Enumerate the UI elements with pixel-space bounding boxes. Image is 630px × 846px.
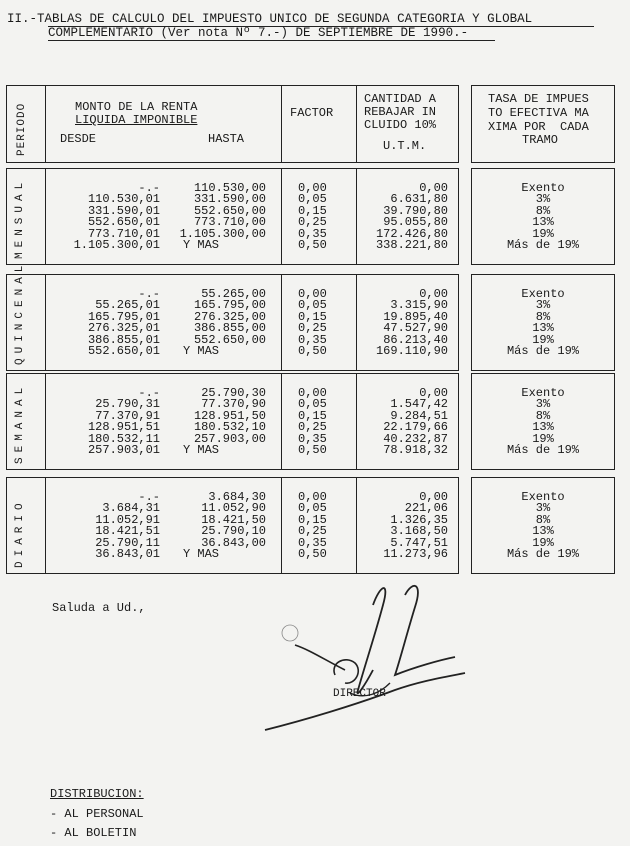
row-factor: 0,35: [298, 332, 327, 347]
row-tasa: 19%: [532, 535, 554, 550]
section-divider-factor-1: [281, 274, 282, 371]
row-tasa: 19%: [532, 226, 554, 241]
header-cantidad-3: CLUIDO 10%: [364, 118, 437, 132]
header-tasa-3: XIMA POR CADA: [488, 120, 589, 134]
row-cantidad: 3.315,90: [390, 298, 448, 313]
section-divider-factor-2: [281, 373, 282, 470]
row-cantidad: 78.918,32: [383, 443, 448, 457]
row-factor: 0,25: [298, 321, 327, 336]
row-desde: 25.790,11: [95, 535, 160, 550]
row-factor: 0,15: [298, 309, 327, 324]
header-tasa-4: TRAMO: [522, 133, 559, 147]
row-hasta: 331.590,00: [193, 192, 266, 207]
row-factor: 0,25: [298, 215, 327, 230]
row-cantidad: 0,00: [419, 490, 448, 504]
row-desde: 773.710,01: [87, 226, 160, 241]
row-cantidad: 11.273,96: [383, 547, 448, 561]
header-periodo: PERIODO: [16, 102, 28, 156]
header-factor: FACTOR: [290, 106, 334, 120]
header-divider-cantidad: [356, 85, 357, 163]
header-monto-1: MONTO DE LA RENTA: [75, 100, 198, 114]
row-tasa: Exento: [521, 287, 565, 301]
row-desde: 1.105.300,01: [73, 238, 160, 252]
row-cantidad: 5.747,51: [390, 535, 448, 550]
row-hasta: 11.052,90: [201, 501, 266, 516]
row-hasta: Y MAS: [183, 547, 220, 561]
header-cantidad-2: REBAJAR IN: [364, 105, 437, 119]
row-factor: 0,05: [298, 192, 327, 207]
section-divider-periodo-3: [45, 477, 46, 574]
row-tasa: Más de 19%: [506, 547, 579, 561]
header-desde: DESDE: [60, 132, 97, 146]
row-tasa: Exento: [521, 181, 565, 195]
section-divider-periodo-2: [45, 373, 46, 470]
row-factor: 0,15: [298, 512, 327, 527]
header-cantidad-1: CANTIDAD A: [364, 92, 437, 106]
row-desde: -.-: [138, 386, 160, 400]
row-desde: 180.532,11: [87, 431, 160, 446]
row-tasa: 3%: [535, 397, 551, 412]
row-hasta: 1.105.300,00: [179, 226, 266, 241]
row-hasta: 552.650,00: [193, 203, 266, 218]
row-hasta: 386.855,00: [193, 321, 266, 336]
header-cantidad-4: U.T.M.: [383, 139, 427, 153]
row-hasta: 36.843,00: [201, 535, 266, 550]
row-hasta: 773.710,00: [193, 215, 266, 230]
row-tasa: 19%: [532, 431, 554, 446]
row-tasa: 8%: [535, 203, 551, 218]
row-cantidad: 338.221,80: [375, 238, 448, 252]
row-desde: 257.903,01: [87, 443, 160, 457]
row-hasta: Y MAS: [183, 238, 220, 252]
row-desde: 25.790,31: [95, 397, 160, 412]
row-factor: 0,15: [298, 408, 327, 423]
row-cantidad: 1.547,42: [390, 397, 448, 412]
row-desde: 36.843,01: [95, 547, 160, 561]
header-divider-factor: [281, 85, 282, 163]
section-divider-cantidad-0: [356, 168, 357, 265]
section-periodo-3: DIARIO: [14, 498, 26, 568]
row-tasa: Exento: [521, 386, 565, 400]
row-tasa: Exento: [521, 490, 565, 504]
header-tasa-1: TASA DE IMPUES: [488, 92, 589, 106]
section-divider-factor-3: [281, 477, 282, 574]
row-cantidad: 0,00: [419, 181, 448, 195]
row-tasa: 3%: [535, 298, 551, 313]
section-divider-factor-0: [281, 168, 282, 265]
row-factor: 0,50: [298, 344, 327, 358]
row-cantidad: 0,00: [419, 386, 448, 400]
row-desde: 552.650,01: [87, 344, 160, 358]
row-tasa: Más de 19%: [506, 238, 579, 252]
row-factor: 0,00: [298, 386, 327, 400]
row-desde: 55.265,01: [95, 298, 160, 313]
row-hasta: 128.951,50: [193, 408, 266, 423]
row-cantidad: 1.326,35: [390, 512, 448, 527]
row-cantidad: 0,00: [419, 287, 448, 301]
header-divider-periodo: [45, 85, 46, 163]
row-hasta: 25.790,10: [201, 524, 266, 539]
section-divider-cantidad-3: [356, 477, 357, 574]
row-hasta: 18.421,50: [201, 512, 266, 527]
row-factor: 0,50: [298, 238, 327, 252]
row-hasta: 180.532,10: [193, 420, 266, 435]
row-factor: 0,05: [298, 501, 327, 516]
row-factor: 0,05: [298, 298, 327, 313]
section-periodo-1: QUINCENAL: [14, 260, 26, 365]
row-desde: 276.325,01: [87, 321, 160, 336]
row-tasa: 13%: [532, 321, 554, 336]
row-desde: 110.530,01: [87, 192, 160, 207]
row-cantidad: 169.110,90: [375, 344, 448, 358]
row-hasta: Y MAS: [183, 344, 220, 358]
row-tasa: 3%: [535, 501, 551, 516]
section-divider-periodo-0: [45, 168, 46, 265]
row-factor: 0,50: [298, 547, 327, 561]
row-hasta: 110.530,00: [193, 181, 266, 195]
row-tasa: Más de 19%: [506, 344, 579, 358]
row-tasa: 8%: [535, 309, 551, 324]
row-factor: 0,35: [298, 535, 327, 550]
row-hasta: 25.790,30: [201, 386, 266, 400]
section-divider-cantidad-2: [356, 373, 357, 470]
header-hasta: HASTA: [208, 132, 245, 146]
row-tasa: 13%: [532, 215, 554, 230]
row-cantidad: 221,06: [404, 501, 448, 516]
row-hasta: 257.903,00: [193, 431, 266, 446]
row-tasa: 8%: [535, 408, 551, 423]
row-cantidad: 9.284,51: [390, 408, 448, 423]
section-periodo-2: SEMANAL: [14, 382, 26, 464]
row-cantidad: 47.527,90: [383, 321, 448, 336]
row-cantidad: 19.895,40: [383, 309, 448, 324]
section-divider-cantidad-1: [356, 274, 357, 371]
distribution-item-personal: - AL PERSONAL: [50, 807, 144, 821]
row-factor: 0,05: [298, 397, 327, 412]
row-cantidad: 6.631,80: [390, 192, 448, 207]
row-cantidad: 22.179,66: [383, 420, 448, 435]
row-tasa: Más de 19%: [506, 443, 579, 457]
row-hasta: 55.265,00: [201, 287, 266, 301]
row-tasa: 19%: [532, 332, 554, 347]
row-desde: 77.370,91: [95, 408, 160, 423]
row-factor: 0,25: [298, 524, 327, 539]
row-desde: -.-: [138, 181, 160, 195]
row-hasta: 276.325,00: [193, 309, 266, 324]
signature: [255, 575, 475, 735]
row-factor: 0,15: [298, 203, 327, 218]
row-desde: 128.951,51: [87, 420, 160, 435]
distribution-title: DISTRIBUCION:: [50, 787, 144, 801]
row-factor: 0,00: [298, 181, 327, 195]
row-desde: 552.650,01: [87, 215, 160, 230]
row-desde: 11.052,91: [95, 512, 160, 527]
section-divider-periodo-1: [45, 274, 46, 371]
row-tasa: 3%: [535, 192, 551, 207]
header-monto-2: LIQUIDA IMPONIBLE: [75, 113, 198, 127]
document-title-line-2: COMPLEMENTARIO (Ver nota Nº 7.-) DE SEPTIEMBRE DE 1990.-: [48, 26, 469, 40]
distribution-item-boletin: - AL BOLETIN: [50, 826, 137, 840]
row-desde: 3.684,31: [102, 501, 160, 516]
section-periodo-0: MENSUAL: [14, 177, 26, 259]
title-underline-2: [48, 40, 495, 41]
row-tasa: 13%: [532, 524, 554, 539]
document-title-line-1: II.-TABLAS DE CALCULO DEL IMPUESTO UNICO DE SEGUNDA CATEGORIA Y GLOBAL: [7, 12, 533, 26]
row-desde: 331.590,01: [87, 203, 160, 218]
row-cantidad: 39.790,80: [383, 203, 448, 218]
row-desde: 18.421,51: [95, 524, 160, 539]
row-desde: -.-: [138, 490, 160, 504]
director-label: DIRECTOR: [333, 688, 386, 700]
row-cantidad: 40.232,87: [383, 431, 448, 446]
row-hasta: 3.684,30: [208, 490, 266, 504]
header-tasa-2: TO EFECTIVA MA: [488, 106, 589, 120]
row-hasta: 552.650,00: [193, 332, 266, 347]
row-factor: 0,50: [298, 443, 327, 457]
row-tasa: 8%: [535, 512, 551, 527]
greeting: Saluda a Ud.,: [52, 601, 146, 615]
row-factor: 0,00: [298, 490, 327, 504]
row-hasta: 77.370,90: [201, 397, 266, 412]
row-tasa: 13%: [532, 420, 554, 435]
row-factor: 0,35: [298, 431, 327, 446]
row-cantidad: 95.055,80: [383, 215, 448, 230]
row-desde: -.-: [138, 287, 160, 301]
row-hasta: 165.795,00: [193, 298, 266, 313]
row-desde: 386.855,01: [87, 332, 160, 347]
row-cantidad: 172.426,80: [375, 226, 448, 241]
row-factor: 0,25: [298, 420, 327, 435]
row-cantidad: 86.213,40: [383, 332, 448, 347]
row-hasta: Y MAS: [183, 443, 220, 457]
row-cantidad: 3.168,50: [390, 524, 448, 539]
row-factor: 0,35: [298, 226, 327, 241]
row-factor: 0,00: [298, 287, 327, 301]
row-desde: 165.795,01: [87, 309, 160, 324]
